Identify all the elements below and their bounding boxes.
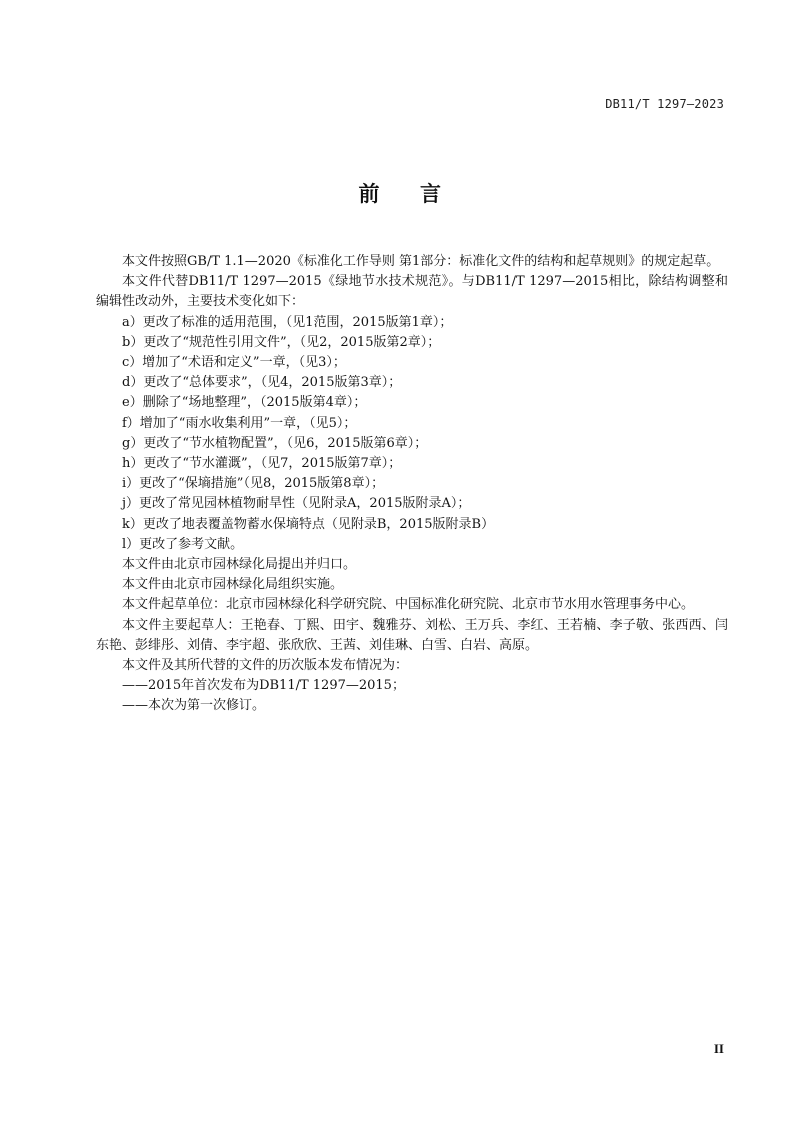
list-item: d）更改了“总体要求”，（见4，2015版第3章）； (122, 375, 402, 391)
foreword-body (96, 252, 728, 717)
history-item: ——本次为第一次修订。 (122, 698, 266, 714)
history-item: ——2015年首次发布为DB11/T 1297—2015； (122, 678, 405, 694)
paragraph-drafters: 本文件主要起草人：王艳春、丁熙、田宇、魏雅芬、刘松、王万兵、李红、王若楠、李子敬、张西西、闫东艳、彭绯彤、刘倩、李宇超、张欣欣、王茜、刘佳琳、白雪、白岩、高原。 (96, 617, 728, 653)
paragraph-implementer: 本文件由北京市园林绿化局组织实施。 (122, 577, 344, 593)
list-item: k）更改了地表覆盖物蓄水保墒特点（见附录B，2015版附录B） (122, 516, 495, 532)
list-item: h）更改了“节水灌溉”，（见7，2015版第7章）； (122, 456, 402, 472)
paragraph-history-intro: 本文件及其所代替的文件的历次版本发布情况为： (122, 658, 409, 674)
page-title (0, 178, 800, 208)
list-item: l）更改了参考文献。 (122, 536, 244, 552)
list-item: e）删除了“场地整理”，（2015版第4章）； (122, 395, 367, 411)
list-item: g）更改了“节水植物配置”，（见6，2015版第6章）； (122, 435, 428, 451)
paragraph-replacement: 本文件代替DB11/T 1297—2015《绿地节水技术规范》。与DB11/T 1297—2015相比，除结构调整和编辑性改动外，主要技术变化如下： (96, 274, 728, 310)
list-item: a）更改了标准的适用范围，（见1范围，2015版第1章）； (122, 314, 453, 330)
title-char-1: 前 (358, 182, 380, 206)
page-number: II (713, 1041, 724, 1056)
list-item: b）更改了“规范性引用文件”，（见2，2015版第2章）； (122, 334, 441, 350)
list-item: c）增加了“术语和定义”一章，（见3）； (122, 355, 346, 371)
list-item: f）增加了“雨水收集利用”一章，（见5）； (122, 415, 357, 431)
document-id: DB11/T 1297—2023 (605, 97, 724, 111)
list-item: i）更改了“保墒措施”（见8，2015版第8章）； (122, 476, 385, 492)
paragraph-drafting-units: 本文件起草单位：北京市园林绿化科学研究院、中国标准化研究院、北京市节水用水管理事务中心。 (122, 597, 695, 613)
paragraph-drafting-rules: 本文件按照GB/T 1.1—2020《标准化工作导则 第1部分：标准化文件的结构和起草规则》的规定起草。 (122, 254, 720, 269)
title-char-2: 言 (420, 182, 442, 206)
paragraph-proposer: 本文件由北京市园林绿化局提出并归口。 (122, 557, 357, 573)
list-item: j）更改了常见园林植物耐旱性（见附录A，2015版附录A）； (122, 496, 471, 512)
